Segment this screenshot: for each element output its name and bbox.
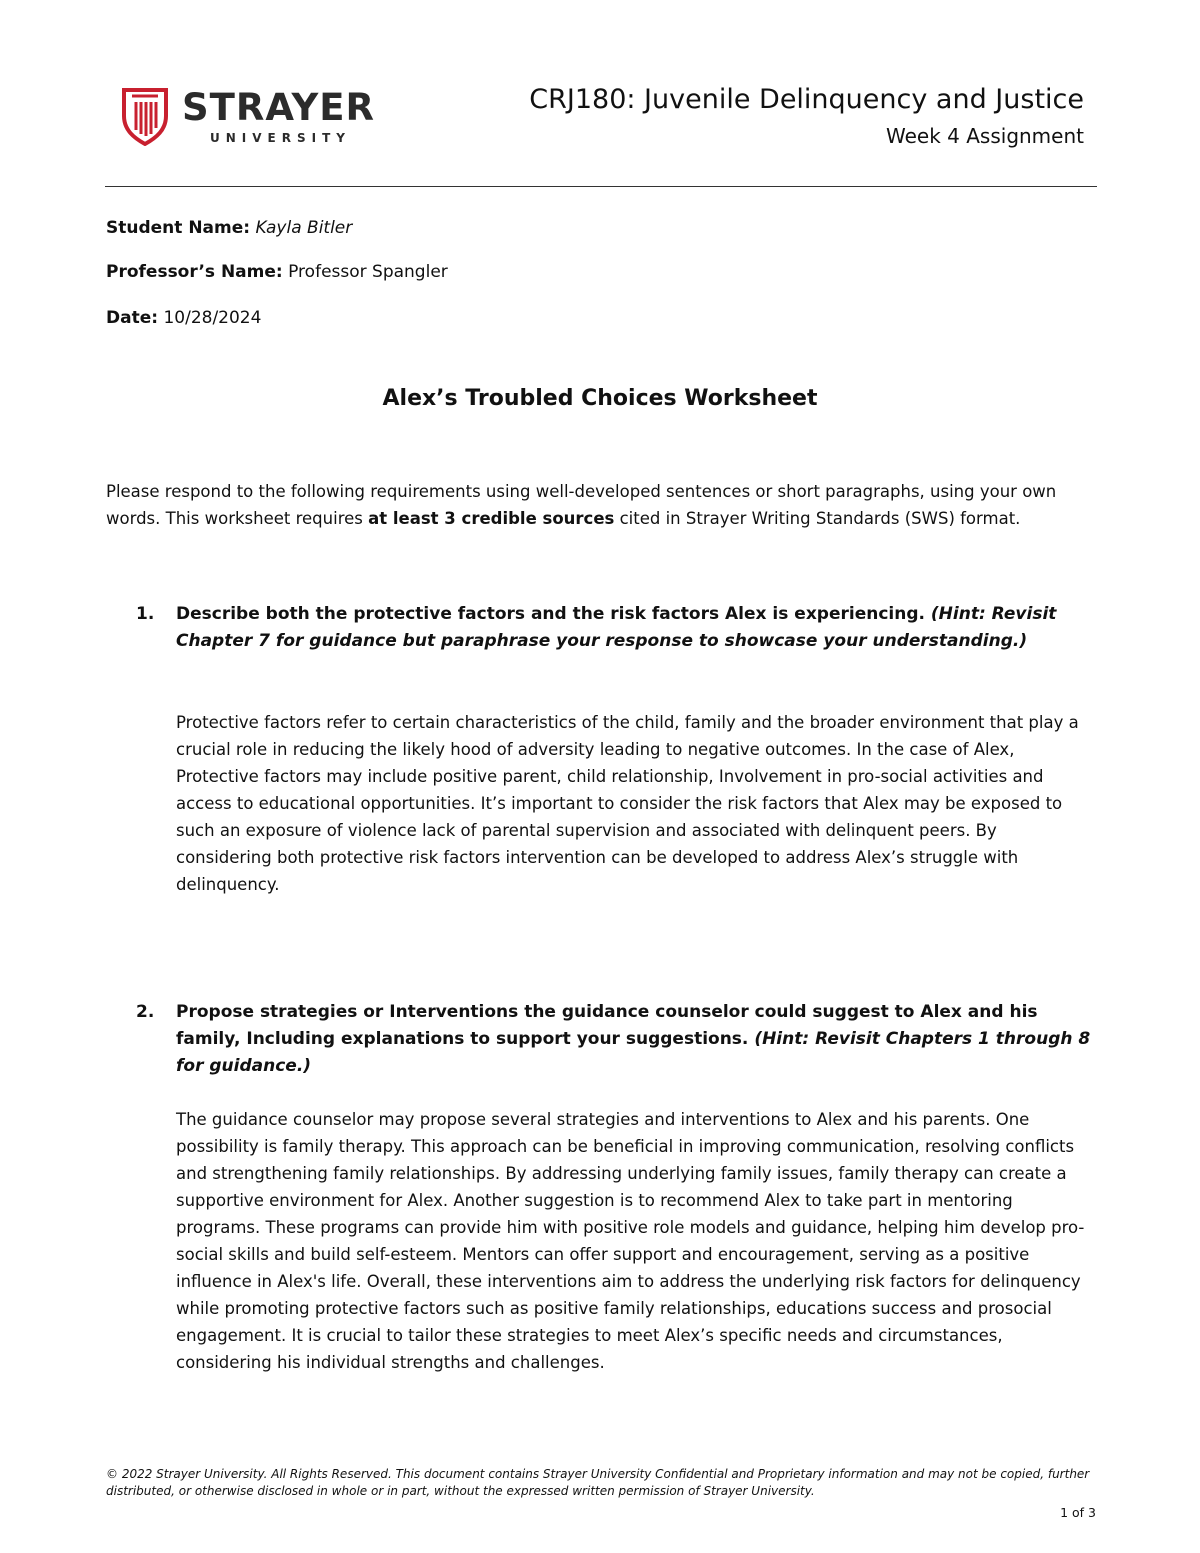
question-1 (136, 601, 1096, 655)
question-hint: (Hint: Revisit Chapter 7 for guidance but paraphrase your response to showcase your understanding.) (176, 604, 1057, 651)
answer-2: The guidance counselor may propose several strategies and interventions to Alex and his parents. One possibility is family therapy. This approach can be beneficial in improving communication, resolving conflicts and strengthening family relationships. By addressing underlying family issues, family therapy can create a supportive environment for Alex. Another suggestion is to recommend Alex to take part in mentoring programs. These programs can provide him with positive role models and guidance, helping him develop pro-social skills and build self-esteem. Mentors can offer support and encouragement, serving as a positive influence in Alex's life. Overall, these interventions aim to address the underlying risk factors for delinquency while promoting protective factors such as positive family relationships, educations success and prosocial engagement. It is crucial to tailor these strategies to meet Alex’s specific needs and circumstances, considering his individual strengths and challenges. (176, 1110, 1085, 1372)
intro-text-1: Please respond to the following requirements using well-developed sentences or short paragraphs, using your own words. This worksheet requires (106, 482, 1057, 528)
date-field (106, 308, 261, 328)
logo-wordmark: STRAYER (182, 86, 376, 129)
page-number: 1 of 3 (1060, 1505, 1096, 1520)
assignment-label: Week 4 Assignment (886, 124, 1084, 148)
document-title: Alex’s Troubled Choices Worksheet (382, 386, 818, 411)
date-value: 10/28/2024 (163, 308, 262, 328)
course-title: CRJ180: Juvenile Delinquency and Justice (529, 84, 1084, 115)
question-prompt: Propose strategies or Interventions the guidance counselor could suggest to Alex and his family, Including explanations to support your suggestions. (176, 1002, 1038, 1049)
shield-icon (122, 86, 168, 146)
student-name-value: Kayla Bitler (255, 218, 353, 238)
answer-1: Protective factors refer to certain characteristics of the child, family and the broader environment that play a crucial role in reducing the likely hood of adversity leading to negative outcomes. In the case of Alex, Protective factors may include positive parent, child relationship, Involvement in pro-social activities and access to educational opportunities. It’s important to consider the risk factors that Alex may be exposed to such an exposure of violence lack of parental supervision and associated with delinquent peers. By considering both protective risk factors intervention can be developed to address Alex’s struggle with delinquency. (176, 713, 1079, 894)
strayer-logo (122, 86, 382, 150)
professor-name-label: Professor’s Name: (106, 262, 283, 282)
date-label: Date: (106, 308, 159, 328)
professor-name-value: Professor Spangler (288, 262, 448, 282)
instructions-paragraph (106, 478, 1096, 532)
student-name-field (106, 218, 352, 238)
intro-emphasis: at least 3 credible sources (368, 509, 615, 528)
question-prompt: Describe both the protective factors and the risk factors Alex is experiencing. (176, 604, 925, 624)
professor-name-field (106, 262, 448, 282)
question-number: 2. (136, 1002, 155, 1022)
question-hint: (Hint: Revisit Chapters 1 through 8 for guidance.) (176, 1029, 1091, 1076)
question-2 (136, 999, 1096, 1080)
question-number: 1. (136, 604, 155, 624)
student-name-label: Student Name: (106, 218, 251, 238)
copyright-footer: © 2022 Strayer University. All Rights Reserved. This document contains Strayer University Confidential and Proprietary information and may not be copied, further distributed, or otherwise disclosed in whole or in part, without the expressed written permission of Strayer University. (106, 1467, 1090, 1498)
intro-text-2: cited in Strayer Writing Standards (SWS) format. (614, 509, 1021, 528)
logo-subtext: UNIVERSITY (210, 131, 351, 145)
header-divider (105, 186, 1097, 187)
